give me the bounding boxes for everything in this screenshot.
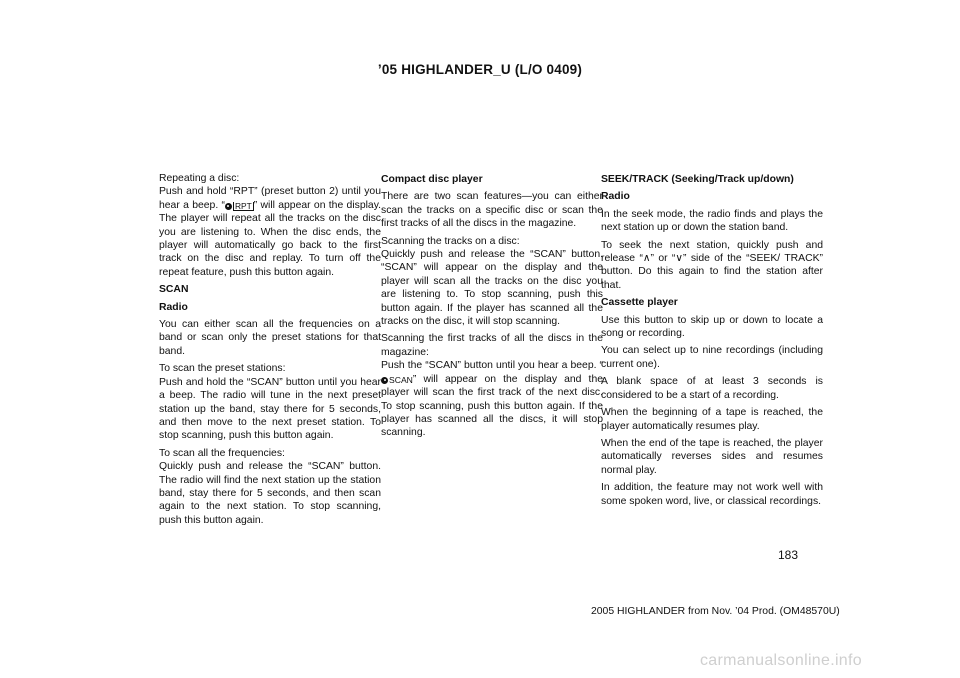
page-number: 183 [778,548,799,562]
disc-icon [381,377,388,384]
disc-icon [225,203,232,210]
heading-scan: SCAN [159,284,189,296]
cassette-skip: Use this button to skip up or down to locate a song or recording. [601,314,823,340]
rpt-label: RPT [234,200,252,211]
scan-disc-paragraph [381,235,603,329]
scan-preset-title: To scan the preset stations: [159,363,286,375]
running-header: ’05 HIGHLANDER_U (L/O 0409) [377,62,583,77]
heading-radio: Radio [601,191,630,203]
column-middle [381,172,603,444]
scan-all-text: Quickly push and release the “SCAN” button. The radio will find the next station up the station band, stay there for 5 seconds, and then scan again to the next station. To stop scanning, push this button again. [159,461,381,526]
column-left [159,172,381,531]
disc-scan-icon [381,376,413,385]
scan-magazine-title: Scanning the first tracks of all the discs in the magazine: [381,333,603,358]
scan-intro: You can either scan all the frequencies on a band or scan only the preset stations for that band. [159,319,381,357]
cassette-end: When the end of the tape is reached, the player automatically reverses sides and resumes normal play. [601,437,823,476]
scan-all-paragraph [159,447,381,527]
heading-cassette: Cassette player [601,297,678,309]
repeat-intro: Repeating a disc: [159,173,240,184]
scan-magazine-text-b: ” will appear on the display and the player will scan the first track of the next disc. To stop scanning, push this button again. If the player has scanned all the discs, it will stop scanning. [381,373,603,439]
scan-preset-paragraph [159,362,381,442]
scan-disc-text: Quickly push and release the “SCAN” button. “SCAN” will appear on the display and the player will scan all the tracks on the disc you are listening to. To stop scanning, push this button again. If the player has scanned all the tracks on the disc, it will stop scanning. [381,249,603,328]
scan-label: SCAN [389,374,413,385]
cd-intro: There are two scan features—you can either scan the tracks on a specific disc or scan the first tracks of all the discs in the magazine. [381,191,603,230]
heading-seek-track: SEEK/TRACK (Seeking/Track up/down) [601,174,794,185]
cassette-beginning: When the beginning of a tape is reached, the player automatically resumes play. [601,407,823,432]
footer-text: 2005 HIGHLANDER from Nov. ’04 Prod. (OM48570U) [591,606,840,617]
repeat-paragraph [159,172,381,279]
repeat-text-a: Push and hold “RPT” (preset button 2) until you hear a beep. “ [159,186,381,211]
heading-compact-disc: Compact disc player [381,174,483,185]
repeat-text-b: ” will appear on the display. The player will repeat all the tracks on the disc you are listening to. When the disc ends, the player will automatically go back to the first track on the disc and replay. To turn off the repeat feature, push this button again. [159,199,382,278]
cassette-blank: A blank space of at least 3 seconds is considered to be a start of a recording. [601,376,823,401]
disc-rpt-icon [225,202,254,211]
column-right [601,172,823,512]
scan-magazine-text-a: Push the “SCAN” button until you hear a beep. “ [381,360,603,372]
cassette-nine: You can select up to nine recordings (including current one). [601,345,823,370]
heading-radio: Radio [159,301,188,313]
scan-magazine-paragraph [381,332,603,439]
scan-disc-title: Scanning the tracks on a disc: [381,235,520,247]
scan-all-title: To scan all the frequencies: [159,447,285,459]
cassette-note: In addition, the feature may not work well with some spoken word, live, or classical recordings. [601,482,823,507]
seek-intro: In the seek mode, the radio finds and plays the next station up or down the station band. [601,208,823,234]
scan-preset-text: Push and hold the “SCAN” button until you hear a beep. The radio will tune in the next preset station up the band, stay there for 5 seconds, and then move to the next preset station. To stop scanning, push this button again. [159,376,381,442]
watermark: carmanualsonline.info [700,652,862,669]
seek-how: To seek the next station, quickly push and release “∧” or “∨” side of the “SEEK/ TRACK” button. Do this again to find the station after that. [601,239,823,291]
